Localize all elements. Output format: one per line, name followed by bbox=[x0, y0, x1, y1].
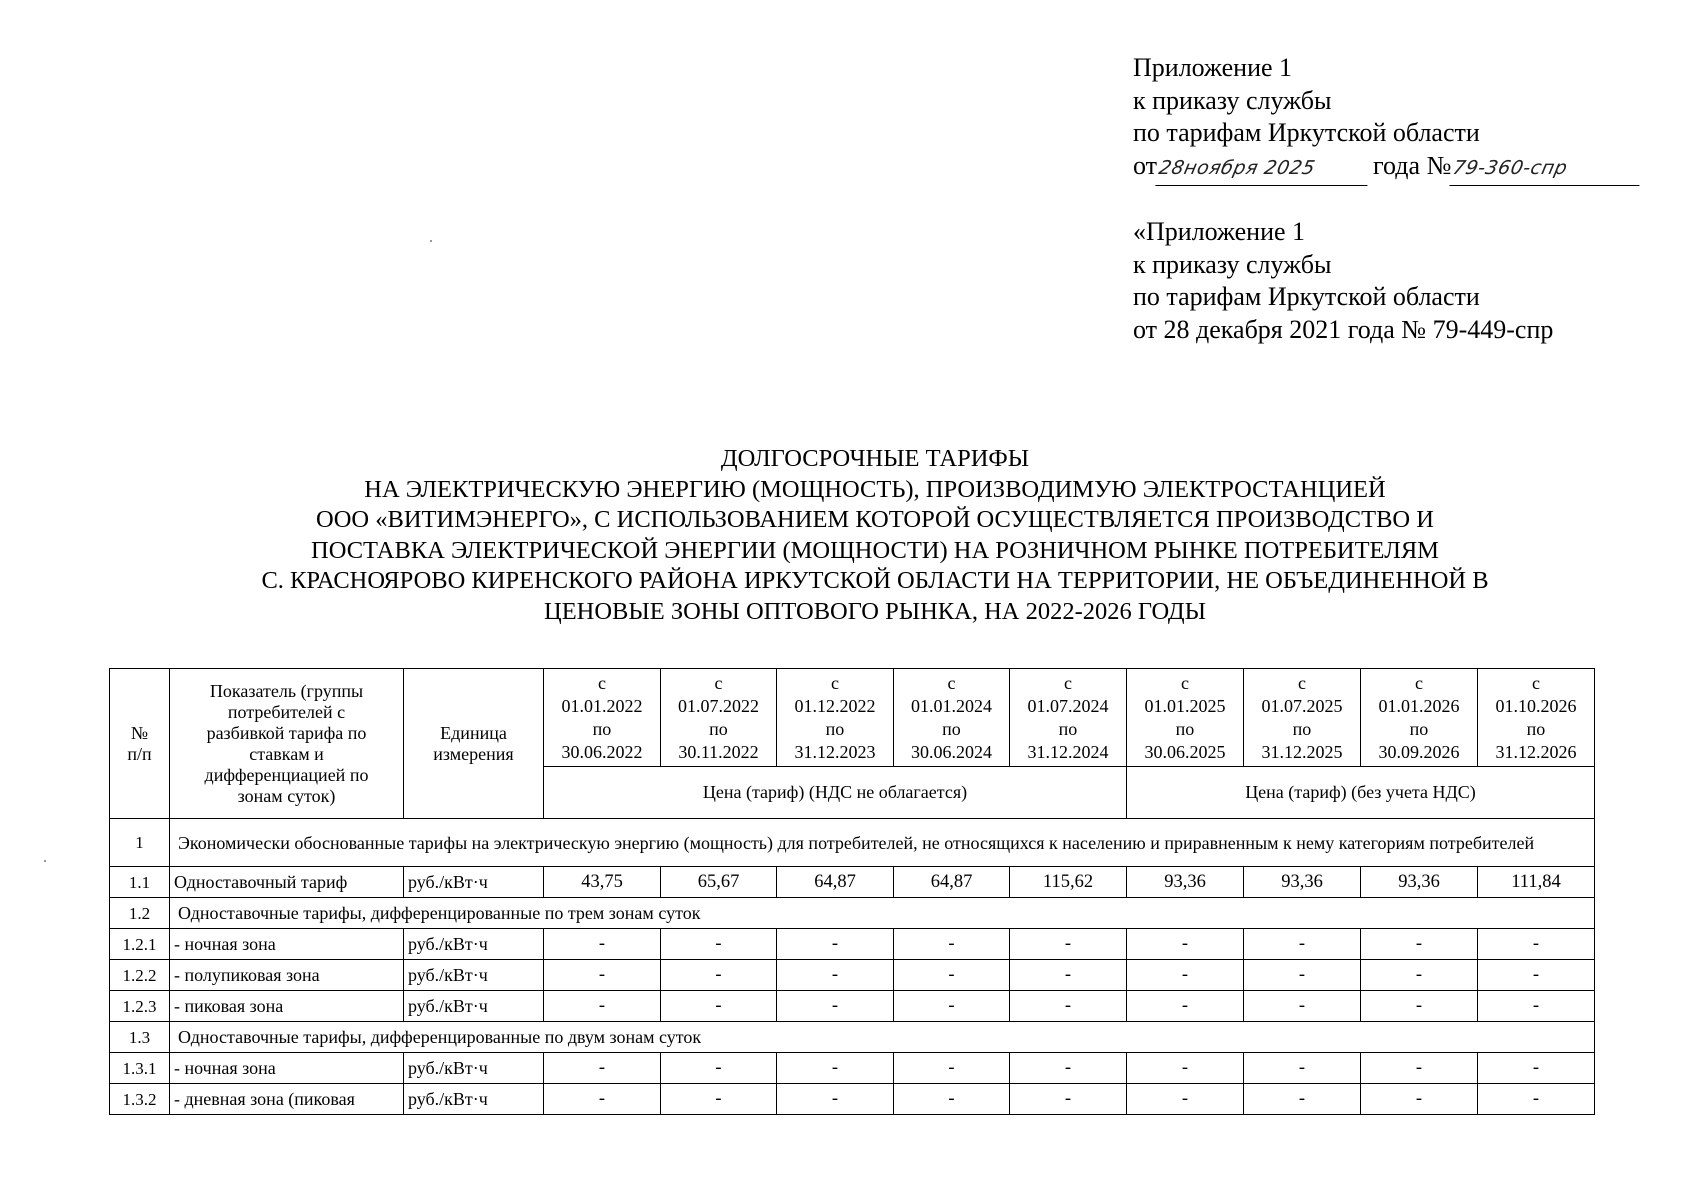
appendix-new-line4 bbox=[1133, 150, 1643, 186]
header-period bbox=[1127, 669, 1244, 767]
tariff-value: - bbox=[1478, 1084, 1595, 1115]
header-period-line: с bbox=[598, 672, 606, 693]
header-num-line: п/п bbox=[127, 743, 152, 764]
tariff-value: - bbox=[661, 1084, 777, 1115]
scan-speck bbox=[430, 240, 432, 242]
tariff-value: - bbox=[661, 929, 777, 960]
appendix-new-block bbox=[1133, 52, 1643, 185]
tariff-value: - bbox=[1244, 929, 1361, 960]
tariff-value: - bbox=[1361, 929, 1478, 960]
header-period-line: 01.01.2024 bbox=[911, 695, 992, 716]
appendix-new-prefix: от bbox=[1133, 150, 1158, 180]
header-num bbox=[110, 669, 170, 819]
header-period bbox=[894, 669, 1010, 767]
row-indicator: - ночная зона bbox=[170, 1053, 404, 1084]
header-indicator-line: дифференциацией по bbox=[204, 764, 369, 785]
title-line: С. КРАСНОЯРОВО КИРЕНСКОГО РАЙОНА ИРКУТСКОЙ ОБЛАСТИ НА ТЕРРИТОРИИ, НЕ ОБЪЕДИНЕННОЙ В bbox=[261, 567, 1489, 594]
tariff-value: 93,36 bbox=[1244, 867, 1361, 898]
header-period-line: 31.12.2024 bbox=[1027, 741, 1109, 762]
tariff-value: - bbox=[1361, 991, 1478, 1022]
tariff-value: - bbox=[544, 1053, 661, 1084]
row-number: 1.2 bbox=[110, 898, 170, 929]
table-row bbox=[110, 929, 1595, 960]
tariff-value: - bbox=[661, 960, 777, 991]
tariff-value: - bbox=[1244, 991, 1361, 1022]
header-price-vat-exempt: Цена (тариф) (НДС не облагается) bbox=[544, 767, 1127, 819]
title-line: ЦЕНОВЫЕ ЗОНЫ ОПТОВОГО РЫНКА, НА 2022-2026 ГОДЫ bbox=[544, 597, 1206, 625]
tariff-value: - bbox=[1244, 1084, 1361, 1115]
header-period bbox=[1244, 669, 1361, 767]
tariff-value: - bbox=[1361, 1084, 1478, 1115]
section-row bbox=[110, 1022, 1595, 1053]
row-indicator: - полупиковая зона bbox=[170, 960, 404, 991]
tariff-value: - bbox=[1010, 991, 1127, 1022]
row-number: 1 bbox=[110, 819, 170, 867]
header-unit-line: измерения bbox=[433, 743, 514, 764]
header-indicator-line: разбивкой тарифа по bbox=[206, 722, 367, 743]
row-indicator: - дневная зона (пиковая bbox=[170, 1084, 404, 1115]
table-row bbox=[110, 1084, 1595, 1115]
tariff-value: - bbox=[1127, 960, 1244, 991]
tariff-value: 65,67 bbox=[661, 867, 777, 898]
row-unit: руб./кВт·ч bbox=[404, 867, 544, 898]
row-unit: руб./кВт·ч bbox=[404, 1053, 544, 1084]
scan-speck bbox=[44, 860, 46, 862]
tariff-value: - bbox=[1127, 1084, 1244, 1115]
header-num-line: № bbox=[130, 722, 149, 743]
appendix-old-line1: «Приложение 1 bbox=[1133, 217, 1306, 246]
header-period-line: 01.07.2025 bbox=[1261, 695, 1343, 716]
header-period bbox=[661, 669, 777, 767]
table-row bbox=[110, 1053, 1595, 1084]
tariff-table bbox=[109, 668, 1595, 1115]
row-number: 1.3.2 bbox=[110, 1084, 170, 1115]
header-period-line: с bbox=[1181, 672, 1189, 693]
header-period-line: с bbox=[1415, 672, 1423, 693]
tariff-value: 64,87 bbox=[894, 867, 1010, 898]
header-row-periods bbox=[110, 669, 1595, 767]
header-period-line: 01.01.2025 bbox=[1144, 695, 1226, 716]
appendix-old-line3: по тарифам Иркутской области bbox=[1133, 282, 1480, 311]
tariff-value: - bbox=[1361, 1053, 1478, 1084]
appendix-old-line4: от 28 декабря 2021 года № 79-449-спр bbox=[1133, 314, 1554, 344]
row-number: 1.2.3 bbox=[110, 991, 170, 1022]
section-title: Одноставочные тарифы, дифференцированные по трем зонам суток bbox=[170, 898, 1595, 929]
tariff-value: - bbox=[544, 929, 661, 960]
header-period-line: 01.07.2022 bbox=[678, 695, 759, 716]
row-number: 1.2.1 bbox=[110, 929, 170, 960]
header-period-line: с bbox=[831, 672, 839, 693]
tariff-value: - bbox=[894, 991, 1010, 1022]
row-number: 1.3 bbox=[110, 1022, 170, 1053]
row-number: 1.2.2 bbox=[110, 960, 170, 991]
tariff-value: - bbox=[1244, 1053, 1361, 1084]
header-period-line: с bbox=[947, 672, 956, 693]
tariff-value: - bbox=[777, 960, 894, 991]
header-indicator bbox=[170, 669, 404, 819]
tariff-value: - bbox=[894, 929, 1010, 960]
header-period-line: 01.01.2026 bbox=[1378, 695, 1460, 716]
header-period-line: по bbox=[709, 718, 728, 739]
header-period-line: по bbox=[592, 718, 612, 739]
tariff-value: - bbox=[777, 929, 894, 960]
tariff-value: - bbox=[1010, 960, 1127, 991]
section-title: Экономически обоснованные тарифы на электрическую энергию (мощность) для потребителей, не относящихся к населению и приравненным к нему категориям потребителей bbox=[170, 819, 1595, 867]
header-period bbox=[1010, 669, 1127, 767]
tariff-value: - bbox=[1010, 1053, 1127, 1084]
handwritten-number: 79-360-спр bbox=[1450, 152, 1647, 186]
title-line: ДОЛГОСРОЧНЫЕ ТАРИФЫ bbox=[720, 445, 1030, 472]
header-period bbox=[777, 669, 894, 767]
tariff-value: - bbox=[1478, 929, 1595, 960]
header-period-line: 31.12.2025 bbox=[1261, 741, 1343, 762]
appendix-old-block bbox=[1133, 216, 1553, 346]
section-row bbox=[110, 819, 1595, 867]
title-line: ПОСТАВКА ЭЛЕКТРИЧЕСКОЙ ЭНЕРГИИ (МОЩНОСТИ) НА РОЗНИЧНОМ РЫНКЕ ПОТРЕБИТЕЛЯМ bbox=[311, 536, 1439, 564]
header-period-line: с bbox=[1532, 672, 1540, 693]
header-period-line: 01.07.2024 bbox=[1027, 695, 1109, 716]
row-unit: руб./кВт·ч bbox=[404, 991, 544, 1022]
tariff-value: - bbox=[1478, 991, 1595, 1022]
header-period-line: по bbox=[1292, 718, 1312, 739]
header-indicator-line: ставкам и bbox=[249, 743, 324, 764]
tariff-value: - bbox=[1478, 1053, 1595, 1084]
tariff-value: 64,87 bbox=[777, 867, 894, 898]
header-period bbox=[1361, 669, 1478, 767]
header-period-line: 01.10.2026 bbox=[1495, 695, 1577, 716]
tariff-value: - bbox=[544, 1084, 661, 1115]
row-unit: руб./кВт·ч bbox=[404, 1084, 544, 1115]
header-period-line: 30.06.2024 bbox=[911, 741, 992, 762]
header-period-line: с bbox=[714, 672, 723, 693]
tariff-value: - bbox=[544, 991, 661, 1022]
header-unit bbox=[404, 669, 544, 819]
header-period-line: 30.11.2022 bbox=[678, 741, 759, 762]
table-row bbox=[110, 960, 1595, 991]
table-row bbox=[110, 991, 1595, 1022]
handwritten-date: 28ноября 2025 bbox=[1155, 152, 1374, 186]
title-line: НА ЭЛЕКТРИЧЕСКУЮ ЭНЕРГИЮ (МОЩНОСТЬ), ПРОИЗВОДИМУЮ ЭЛЕКТРОСТАНЦИЕЙ bbox=[364, 475, 1386, 503]
header-period-line: по bbox=[1058, 718, 1078, 739]
header-indicator-line: Показатель (группы bbox=[209, 680, 364, 701]
tariff-value: - bbox=[777, 1053, 894, 1084]
tariff-value: 115,62 bbox=[1010, 867, 1127, 898]
header-period-line: 01.12.2022 bbox=[794, 695, 876, 716]
header-price-excl-vat: Цена (тариф) (без учета НДС) bbox=[1127, 767, 1595, 819]
tariff-value: 43,75 bbox=[544, 867, 661, 898]
header-period-line: по bbox=[942, 718, 961, 739]
tariff-value: - bbox=[1127, 1053, 1244, 1084]
document-title bbox=[0, 444, 1697, 627]
header-period-line: по bbox=[1526, 718, 1546, 739]
row-indicator: - ночная зона bbox=[170, 929, 404, 960]
appendix-new-mid: года № bbox=[1373, 150, 1452, 180]
tariff-value: 93,36 bbox=[1361, 867, 1478, 898]
appendix-new-line1: Приложение 1 bbox=[1133, 53, 1293, 82]
tariff-value: - bbox=[777, 991, 894, 1022]
row-indicator: - пиковая зона bbox=[170, 991, 404, 1022]
tariff-value: - bbox=[544, 960, 661, 991]
row-unit: руб./кВт·ч bbox=[404, 960, 544, 991]
header-period-line: 30.06.2025 bbox=[1144, 741, 1226, 762]
tariff-value: - bbox=[894, 1053, 1010, 1084]
header-period-line: с bbox=[1064, 672, 1072, 693]
row-indicator: Одноставочный тариф bbox=[170, 867, 404, 898]
header-period-line: 30.09.2026 bbox=[1378, 741, 1460, 762]
tariff-value: - bbox=[1127, 991, 1244, 1022]
tariff-value: - bbox=[661, 991, 777, 1022]
section-row bbox=[110, 898, 1595, 929]
appendix-new-line3: по тарифам Иркутской области bbox=[1133, 118, 1480, 147]
header-period-line: 31.12.2026 bbox=[1495, 741, 1577, 762]
header-period bbox=[544, 669, 661, 767]
header-period-line: по bbox=[1175, 718, 1195, 739]
header-period-line: 30.06.2022 bbox=[561, 741, 643, 762]
header-period-line: 01.01.2022 bbox=[561, 695, 643, 716]
header-period-line: по bbox=[825, 718, 845, 739]
tariff-value: - bbox=[1010, 1084, 1127, 1115]
header-period-line: с bbox=[1298, 672, 1306, 693]
table-row bbox=[110, 867, 1595, 898]
row-unit: руб./кВт·ч bbox=[404, 929, 544, 960]
header-indicator-line: потребителей с bbox=[227, 701, 346, 722]
tariff-value: 111,84 bbox=[1478, 867, 1595, 898]
appendix-old-line2: к приказу службы bbox=[1133, 249, 1332, 279]
tariff-value: - bbox=[1361, 960, 1478, 991]
tariff-value: - bbox=[1478, 960, 1595, 991]
tariff-value: - bbox=[1244, 960, 1361, 991]
tariff-value: - bbox=[1010, 929, 1127, 960]
tariff-value: - bbox=[894, 960, 1010, 991]
header-period-line: 31.12.2023 bbox=[794, 741, 876, 762]
header-indicator-line: зонам суток) bbox=[237, 785, 336, 806]
tariff-value: - bbox=[777, 1084, 894, 1115]
title-line: ООО «ВИТИМЭНЕРГО», С ИСПОЛЬЗОВАНИЕМ КОТОРОЙ ОСУЩЕСТВЛЯЕТСЯ ПРОИЗВОДСТВО И bbox=[316, 506, 1434, 533]
tariff-value: - bbox=[894, 1084, 1010, 1115]
row-number: 1.1 bbox=[110, 867, 170, 898]
header-period bbox=[1478, 669, 1595, 767]
tariff-value: - bbox=[1127, 929, 1244, 960]
tariff-value: - bbox=[661, 1053, 777, 1084]
header-unit-line: Единица bbox=[440, 722, 507, 743]
section-title: Одноставочные тарифы, дифференцированные по двум зонам суток bbox=[170, 1022, 1595, 1053]
tariff-value: 93,36 bbox=[1127, 867, 1244, 898]
appendix-new-line2: к приказу службы bbox=[1133, 85, 1332, 115]
header-period-line: по bbox=[1409, 718, 1429, 739]
row-number: 1.3.1 bbox=[110, 1053, 170, 1084]
